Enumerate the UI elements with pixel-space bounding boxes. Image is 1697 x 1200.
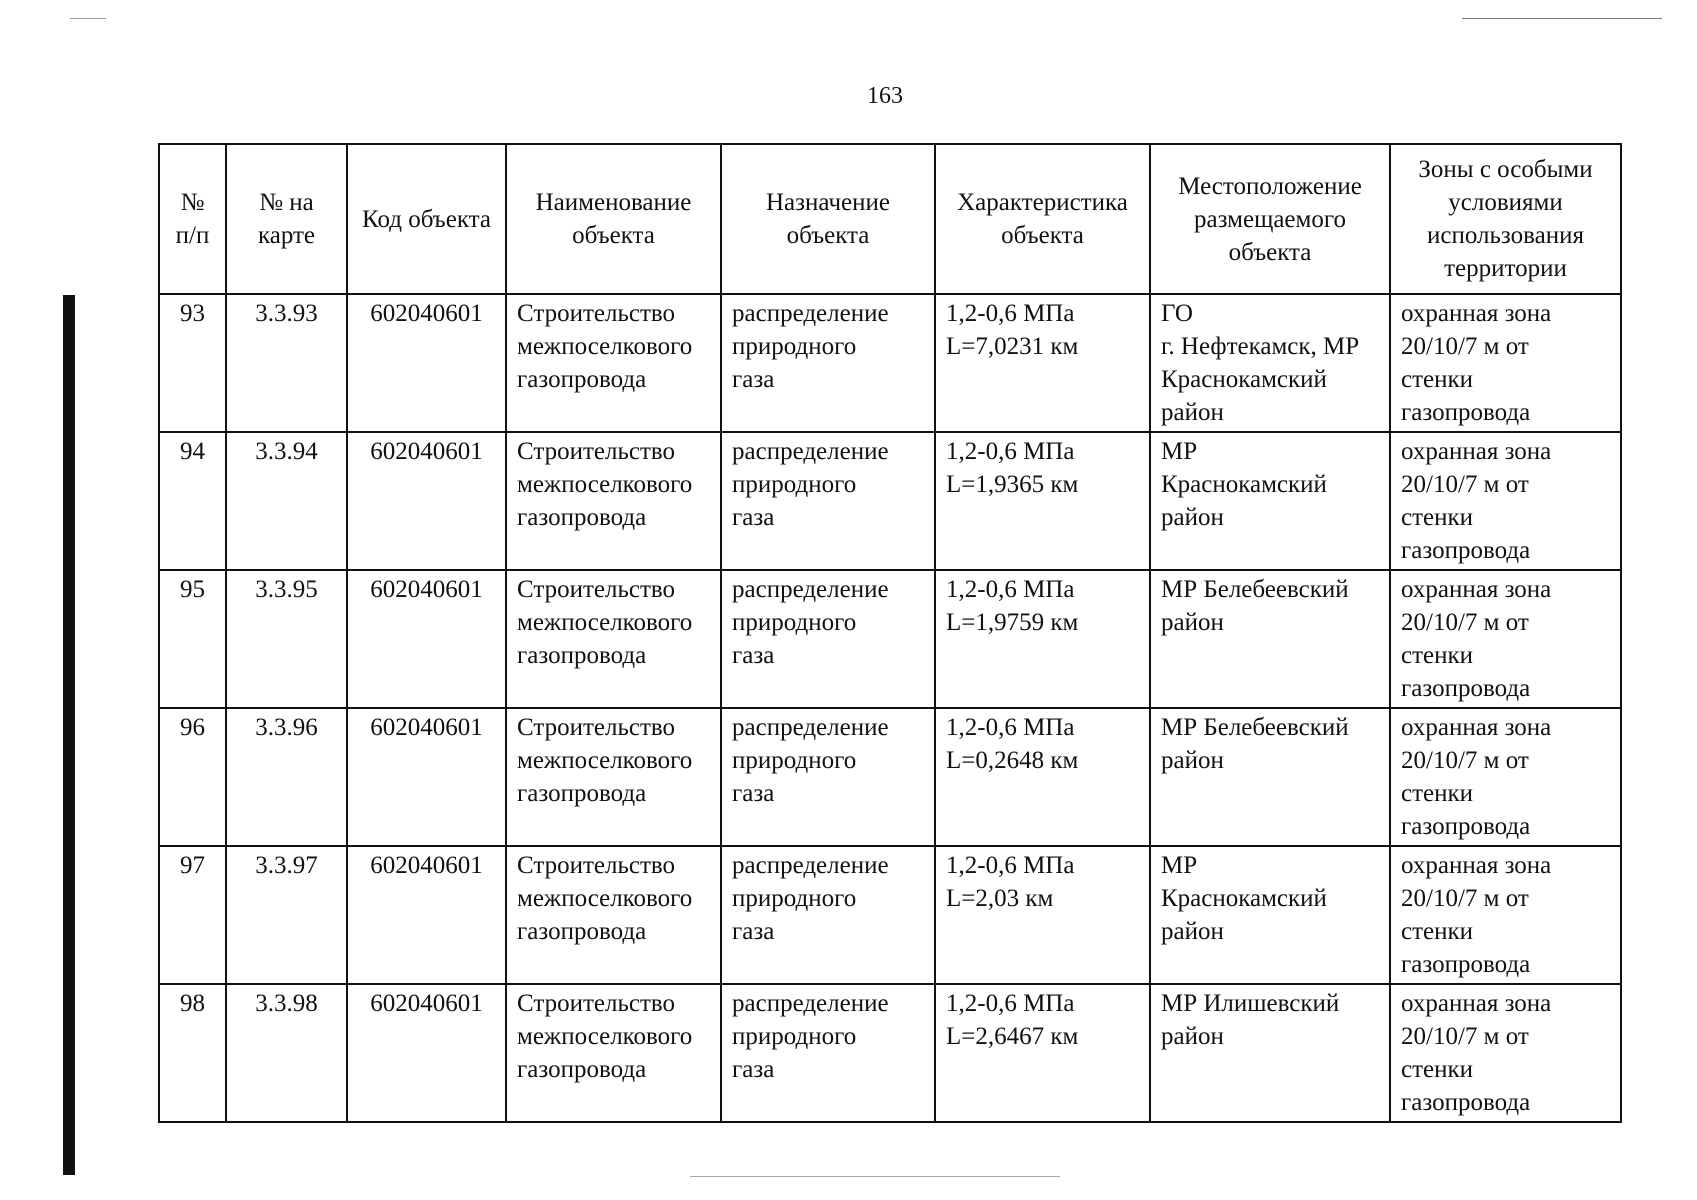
cell-object-location: МР Краснокамский район [1150, 846, 1390, 984]
cell-special-zone: охранная зона 20/10/7 м от стенки газопровода [1390, 570, 1621, 708]
cell-object-spec: 1,2-0,6 МПа L=1,9365 км [935, 432, 1150, 570]
table-row [159, 432, 1621, 570]
cell-number: 96 [159, 708, 226, 846]
header-number: № п/п [159, 144, 226, 294]
cell-special-zone: охранная зона 20/10/7 м от стенки газопровода [1390, 846, 1621, 984]
cell-object-code: 602040601 [347, 432, 506, 570]
cell-object-location: МР Белебеевский район [1150, 708, 1390, 846]
table-row [159, 984, 1621, 1122]
cell-object-code: 602040601 [347, 294, 506, 432]
cell-object-purpose: распределение природного газа [721, 708, 935, 846]
scan-artifact-bar [63, 295, 75, 1175]
header-object-code: Код объекта [347, 144, 506, 294]
cell-object-spec: 1,2-0,6 МПа L=0,2648 км [935, 708, 1150, 846]
cell-special-zone: охранная зона 20/10/7 м от стенки газопровода [1390, 984, 1621, 1122]
table-row [159, 570, 1621, 708]
scan-artifact-line [70, 18, 106, 19]
cell-map-number: 3.3.96 [226, 708, 347, 846]
cell-number: 98 [159, 984, 226, 1122]
cell-object-location: МР Краснокамский район [1150, 432, 1390, 570]
page-number: 163 [867, 83, 903, 109]
header-object-purpose: Назначение объекта [721, 144, 935, 294]
objects-table [158, 143, 1622, 1123]
table-row [159, 294, 1621, 432]
cell-number: 95 [159, 570, 226, 708]
cell-object-name: Строительство межпоселкового газопровода [506, 570, 721, 708]
cell-map-number: 3.3.94 [226, 432, 347, 570]
cell-object-spec: 1,2-0,6 МПа L=2,03 км [935, 846, 1150, 984]
cell-object-name: Строительство межпоселкового газопровода [506, 708, 721, 846]
cell-special-zone: охранная зона 20/10/7 м от стенки газопровода [1390, 432, 1621, 570]
cell-special-zone: охранная зона 20/10/7 м от стенки газопровода [1390, 708, 1621, 846]
cell-object-location: МР Илишевский район [1150, 984, 1390, 1122]
cell-object-code: 602040601 [347, 708, 506, 846]
cell-object-name: Строительство межпоселкового газопровода [506, 984, 721, 1122]
header-object-spec: Характеристика объекта [935, 144, 1150, 294]
cell-object-name: Строительство межпоселкового газопровода [506, 846, 721, 984]
cell-number: 97 [159, 846, 226, 984]
header-object-name: Наименование объекта [506, 144, 721, 294]
cell-object-spec: 1,2-0,6 МПа L=2,6467 км [935, 984, 1150, 1122]
cell-object-name: Строительство межпоселкового газопровода [506, 432, 721, 570]
cell-object-purpose: распределение природного газа [721, 570, 935, 708]
cell-object-spec: 1,2-0,6 МПа L=7,0231 км [935, 294, 1150, 432]
scan-artifact-line [1462, 18, 1662, 19]
cell-map-number: 3.3.93 [226, 294, 347, 432]
cell-number: 94 [159, 432, 226, 570]
cell-map-number: 3.3.98 [226, 984, 347, 1122]
cell-object-location: МР Белебеевский район [1150, 570, 1390, 708]
header-map-number: № на карте [226, 144, 347, 294]
cell-object-purpose: распределение природного газа [721, 432, 935, 570]
header-object-location: Местоположение размещаемого объекта [1150, 144, 1390, 294]
cell-map-number: 3.3.95 [226, 570, 347, 708]
cell-number: 93 [159, 294, 226, 432]
cell-object-code: 602040601 [347, 570, 506, 708]
cell-map-number: 3.3.97 [226, 846, 347, 984]
cell-special-zone: охранная зона 20/10/7 м от стенки газопровода [1390, 294, 1621, 432]
scan-artifact-line [690, 1176, 1060, 1177]
cell-object-location: ГО г. Нефтекамск, МР Краснокамский район [1150, 294, 1390, 432]
cell-object-purpose: распределение природного газа [721, 846, 935, 984]
cell-object-purpose: распределение природного газа [721, 984, 935, 1122]
cell-object-purpose: распределение природного газа [721, 294, 935, 432]
header-special-zones: Зоны с особыми условиями использования территории [1390, 144, 1621, 294]
cell-object-code: 602040601 [347, 984, 506, 1122]
cell-object-spec: 1,2-0,6 МПа L=1,9759 км [935, 570, 1150, 708]
table-row [159, 846, 1621, 984]
cell-object-name: Строительство межпоселкового газопровода [506, 294, 721, 432]
cell-object-code: 602040601 [347, 846, 506, 984]
table-header-row [159, 144, 1621, 294]
table-row [159, 708, 1621, 846]
